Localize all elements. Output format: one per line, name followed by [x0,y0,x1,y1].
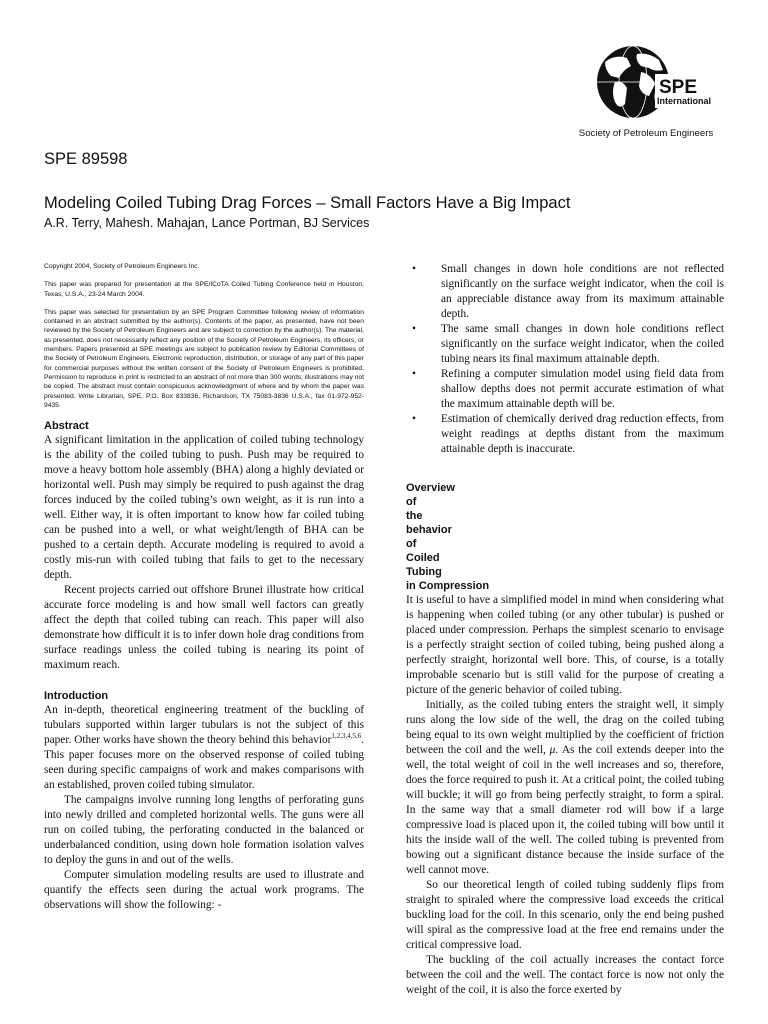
bullet-icon: • [412,263,416,275]
intro-p1-text-before: An in-depth, theoretical engineering treatment of the buckling of tubulars supported within larger tubulars is not the subject of this paper. Other works have shown the theory behind this behavior [44,704,364,747]
introduction-paragraph-1 [44,703,364,793]
list-item-text: Estimation of chemically derived drag reduction effects, from weight readings at depths distant from the maximum attainable depth is inaccurate. [441,413,724,455]
presentation-notice: This paper was prepared for presentation at the SPE/ICoTA Coiled Tubing Conference held in Houston, Texas, U.S.A., 23-24 March 2004. [44,281,364,298]
bullet-icon: • [412,413,416,425]
observations-list [406,262,724,457]
overview-p2-text-before: Initially, as the coiled tubing enters the straight well, it simply runs along the low side of the well, the drag on the coiled tubing being equal to its own weight multiplied by the coefficient of friction between the coil and the well, [406,699,724,756]
selection-notice: This paper was selected for presentation by an SPE Program Committee following review of information contained in an abstract submitted by the author(s). Contents of the paper, as presented, have not been reviewed by the Society of Petroleum Engineers and are subject to correction by the author(s). The material, as presented, does not necessarily reflect any position of the Society of Petroleum Engineers, its officers, or members. Papers presented at SPE meetings are subject to publication review by Editorial Committees of the Society of Petroleum Engineers. Electronic reproduction, distribution, or storage of any part of this paper for commercial purposes without the written consent of the Society of Petroleum Engineers is prohibited. Permission to reproduce in print is restricted to an abstract of not more than 300 words; illustrations may not be copied. The abstract must contain conspicuous acknowledgment of where and by whom the paper was presented. Write Librarian, SPE, P.O. Box 833836, Richardson, TX 75083-3836 U.S.A., fax 01-972-952-9435. [44,308,364,409]
left-column [44,262,364,913]
paper-authors: A.R. Terry, Mahesh. Mahajan, Lance Portman, BJ Services [44,216,370,230]
spe-logo [571,44,721,144]
overview-heading-line-2: in Compression [406,580,490,592]
heading-word: of [406,496,417,508]
bullet-icon: • [412,323,416,335]
list-item [406,412,724,457]
paper-title: Modeling Coiled Tubing Drag Forces – Small Factors Have a Big Impact [44,194,571,212]
heading-word: Overview [406,482,455,494]
reference-superscript: 1,2,3,4,5,6 [331,732,362,741]
mu-symbol: μ [549,744,556,756]
abstract-heading: Abstract [44,420,89,433]
introduction-heading: Introduction [44,690,109,703]
heading-word: behavior [406,524,452,536]
heading-word: the [406,510,423,522]
introduction-paragraph-2: The campaigns involve running long lengths of perforating guns into newly drilled and completed horizontal wells. The guns were all run on coiled tubing, the perforating conducted in the balanced or underbalanced condition, using down hole formation isolation valves to deploy the guns in and out of the wells. [44,794,364,867]
list-item-text: Refining a computer simulation model using field data from shallow depths does not permit accurate estimation of what the maximum attainable depth will be. [441,368,724,410]
abstract-paragraph-1: A significant limitation in the application of coiled tubing technology is the ability of the coiled tubing to push. Push may be required to move a heavy bottom hole assembly (BHA) along a highly deviated or horizontal well. Push may simply be required to push against the drag forces induced by the coiled tubing’s own weight, as it is run into a well. Either way, it is often important to know how far coiled tubing can be pushed into a well, or what weight/length of BHA can be pushed to a certain depth. Accurate modeling is required to avoid a costly mis-run with coiled tubing that fails to get to the necessary depth. [44,434,364,582]
heading-word: of [406,538,417,550]
logo-society-text: Society of Petroleum Engineers [578,128,714,139]
copyright-notice: Copyright 2004, Society of Petroleum Engineers Inc. [44,263,200,270]
paper-number: SPE 89598 [44,150,128,168]
heading-word: Coiled [406,552,440,564]
overview-paragraph-3: So our theoretical length of coiled tubing suddenly flips from straight to spiraled where the compressive load exceeds the critical buckling load for the coil. In this scenario, only the end being pushed will spiral as the compressive load at the free end remains under the critical compressive load. [406,879,724,951]
overview-p2-text-after: . As the coil extends deeper into the well, the total weight of coil in the well increases and so, therefore, does the force required to push it. At a critical point, the coiled tubing will buckle; it will go from being perfectly straight, to form a spiral. In the same way that a small diameter rod will bow if a large compressive load is placed upon it, the coiled tubing will bow until it hits the inside wall of the well. The coiled tubing is prevented from bowing out a significant distance because the inside surface of the well cannot move. [406,744,724,876]
intro-p1-text-after: . This paper focuses more on the observed response of coiled tubing seen during specific campaigns of work and makes comparisons with an established, proven coiled tubing simulator. [44,734,364,792]
logo-international-text: International [657,96,712,106]
list-item-text: The same small changes in down hole conditions reflect significantly on the surface weight indicator, when the coiled tubing nears its final maximum attainable depth. [441,323,724,365]
heading-word: Tubing [406,566,442,578]
introduction-paragraph-3: Computer simulation modeling results are used to illustrate and quantify the effects seen during the actual work programs. The observations will show the following: - [44,869,364,912]
logo-spe-text: SPE [659,77,698,98]
overview-heading-line-1 [406,481,724,579]
overview-paragraph-4: The buckling of the coil actually increases the contact force between the coil and the well. The contact force is now not only the weight of the coil, it is also the force exerted by [406,954,724,996]
overview-heading [406,481,724,593]
bullet-icon: • [412,368,416,380]
overview-paragraph-2 [406,698,724,878]
overview-paragraph-1: It is useful to have a simplified model in mind when considering what is happening when coiled tubing (or any other tubular) is pushed or placed under compression. Perhaps the simplest scenario to envisage is a perfectly straight section of coiled tubing, being pushed along a perfectly straight, horizontal well bore. This, of course, is a totally improbable scenario but is still valid for the purpose of creating a picture of the generic behavior of coiled tubing. [406,594,724,696]
list-item [406,367,724,412]
right-column [406,262,724,998]
list-item [406,262,724,322]
abstract-paragraph-2: Recent projects carried out offshore Brunei illustrate how critical accurate force modeling is and how small well factors can greatly affect the depth that coiled tubing can reach. This paper will also demonstrate how difficult it is to infer down hole drag conditions from surface readings unless the coiled tubing is nearing its point of maximum reach. [44,584,364,672]
list-item-text: Small changes in down hole conditions are not reflected significantly on the surface weight indicator, when the coil is an appreciable distance away from its maximum attainable depth. [441,263,724,320]
list-item [406,322,724,367]
